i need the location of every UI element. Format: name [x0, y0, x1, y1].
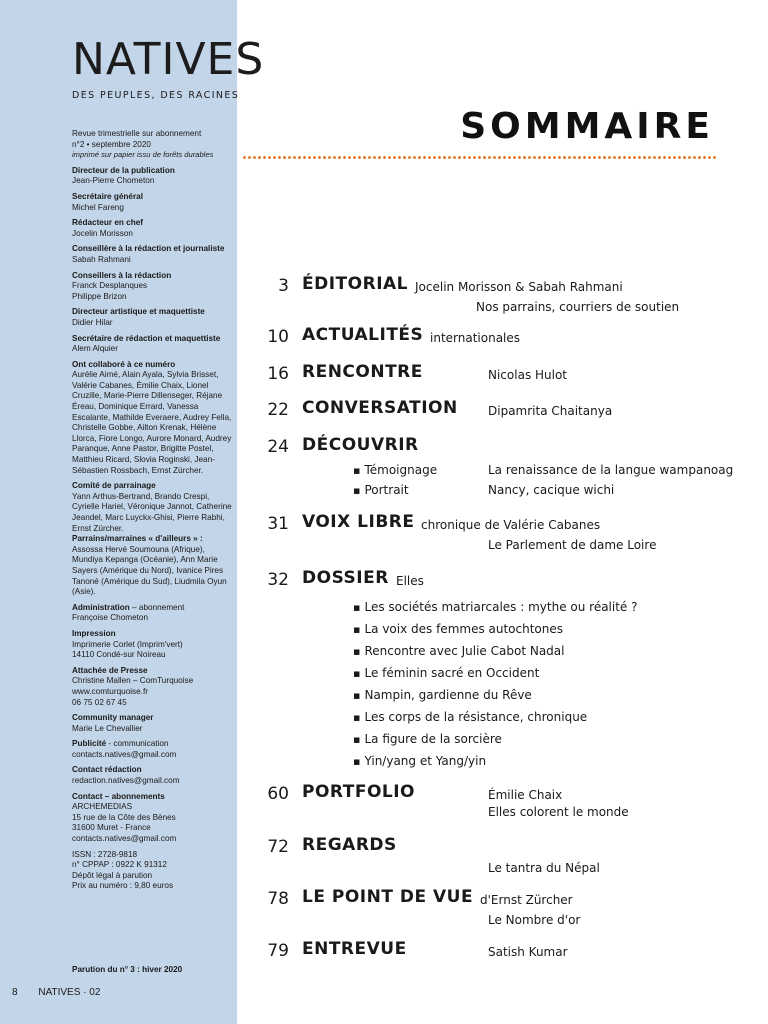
toc-page-number: 31 — [267, 514, 289, 534]
toc-section-title: DÉCOUVRIR — [302, 435, 419, 455]
logo-tagline: DES PEUPLES, DES RACINES — [72, 90, 240, 101]
masthead-panel — [0, 0, 265, 1024]
toc-section-title: VOIX LIBRE — [302, 512, 415, 532]
credit-role-label: Conseillers à la rédaction — [72, 270, 172, 280]
toc-page-number: 79 — [267, 941, 289, 961]
credit-block — [72, 850, 232, 892]
page-title: SOMMAIRE — [460, 106, 714, 147]
credit-role — [72, 765, 232, 776]
credit-role-label: Secrétaire général — [72, 191, 144, 201]
toc-page-number: 22 — [267, 400, 289, 420]
credit-role — [72, 334, 232, 345]
next-issue-note: Parution du n° 3 : hiver 2020 — [72, 965, 183, 974]
credit-role-label: Parrains/marraines « d'ailleurs » : — [72, 534, 203, 544]
credit-role-label: Impression — [72, 628, 116, 638]
credit-people: Imprimerie Corlet (Imprim'vert) 14110 Condé-sur Noireau — [72, 639, 183, 660]
credit-role — [72, 534, 232, 545]
toc-page-number: 78 — [267, 889, 289, 909]
credit-role — [72, 218, 232, 229]
credit-role-label: Community manager — [72, 713, 154, 723]
credit-role-label: Secrétaire de rédaction et maquettiste — [72, 333, 221, 343]
credit-block — [72, 765, 232, 786]
credit-role-suffix: - communication — [106, 739, 169, 749]
toc-author: Nicolas Hulot — [488, 368, 568, 382]
folio-label: NATIVES · 02 — [38, 987, 101, 998]
credit-people: ISSN : 2728-9818 n° CPPAP : 0922 K 91312 Dépôt légal à parution Prix au numéro : 9,80 euros — [72, 849, 174, 891]
credit-block — [72, 218, 232, 239]
credit-block — [72, 166, 232, 187]
toc-article-title: Le tantra du Népal — [488, 861, 600, 875]
toc-dossier-item: ▪ Les corps de la résistance, chronique — [353, 710, 587, 724]
toc-section-title: REGARDS — [302, 835, 397, 855]
toc-page-number: 10 — [267, 327, 289, 347]
toc-section-title: PORTFOLIO — [302, 782, 416, 802]
credit-block — [72, 334, 232, 355]
toc-dossier-item: ▪ La voix des femmes autochtones — [353, 622, 563, 636]
credit-role — [72, 166, 232, 177]
toc-section-subtitle: Jocelin Morisson & Sabah Rahmani — [415, 280, 623, 294]
paper-note: imprimé sur papier issu de forêts durables — [72, 150, 214, 160]
credit-block — [72, 629, 232, 661]
page-number: 8 — [12, 987, 18, 998]
toc-article-title: Le Nombre d'or — [488, 913, 581, 927]
credit-people: Assossa Hervé Soumouna (Afrique), Mundiya Kepanga (Océanie), Ann Marie Sayers (Amérique du Nord), Ivanice Pires Tanoné (Amérique du Sud), Liudmila Oyun (Asie). — [72, 544, 227, 597]
toc-article-title: Elles colorent le monde — [488, 805, 629, 819]
credits — [72, 129, 232, 892]
toc-dossier-item: ▪ Rencontre avec Julie Cabot Nadal — [353, 644, 564, 658]
toc-page-number: 32 — [267, 570, 289, 590]
credit-people: Jean-Pierre Chometon — [72, 176, 155, 186]
credit-block — [72, 244, 232, 265]
dotted-divider — [242, 155, 716, 160]
toc-dossier-item: ▪ Yin/yang et Yang/yin — [353, 754, 486, 768]
credit-people: Françoise Chometon — [72, 613, 148, 623]
credit-people: contacts.natives@gmail.com — [72, 749, 177, 759]
credit-block — [72, 666, 232, 708]
toc-section-subtitle: chronique de Valérie Cabanes — [421, 518, 601, 532]
credit-block — [72, 481, 232, 534]
credit-role-label: Administration — [72, 602, 130, 612]
toc-page-number: 16 — [267, 364, 289, 384]
credit-block — [72, 271, 232, 303]
toc-article-title: Nos parrains, courriers de soutien — [476, 300, 680, 314]
credit-block — [72, 739, 232, 760]
credit-role — [72, 629, 232, 640]
toc-section-title: LE POINT DE VUE — [302, 887, 474, 907]
credit-role-label: Rédacteur en chef — [72, 218, 143, 228]
credit-role-label: Publicité — [72, 739, 107, 749]
credit-role — [72, 192, 232, 203]
credit-people: Aurélie Aimé, Alain Ayala, Sylvia Brisset, Valérie Cabanes, Émilie Chaix, Lionel Cruzille, Marie-Pierre Dillenseger, Réjane Éreau, Dominique Errard, Vanessa Escalante, Mathilde Everaere, Audrey Fella, Christelle Gobbe, Ailton Krenak, Hélène Llorca, Fiore Longo, Aurore Monard, Audrey Paranque, Anne Pastor, Brigitte Postel, Matthieu Ricard, Slovia Roginski, Jean-Sébastien Rossbach, Ernst Zürcher. — [72, 370, 232, 475]
toc-section-subtitle: Elles — [396, 574, 424, 588]
credit-role — [72, 244, 232, 255]
toc-dossier-item: ▪ La figure de la sorcière — [353, 732, 502, 746]
toc-page-number: 24 — [267, 437, 289, 457]
credit-block — [72, 713, 232, 734]
toc-dossier-item: ▪ Le féminin sacré en Occident — [353, 666, 539, 680]
toc-page-number: 3 — [278, 276, 289, 296]
toc-article-title: Le Parlement de dame Loire — [488, 538, 657, 552]
toc-section-subtitle: d'Ernst Zürcher — [480, 893, 573, 907]
toc-page-number: 72 — [267, 837, 289, 857]
toc-section-title: DOSSIER — [302, 568, 389, 588]
credit-role — [72, 307, 232, 318]
toc-author: Satish Kumar — [488, 945, 568, 959]
toc-author: Émilie Chaix — [488, 788, 563, 802]
credit-people: Alem Alquier — [72, 344, 118, 354]
credit-blocks — [72, 166, 232, 892]
credit-role-label: Ont collaboré à ce numéro — [72, 359, 176, 369]
credit-people: Christine Mallen – ComTurquoise www.comturquoise.fr 06 75 02 67 45 — [72, 676, 194, 707]
toc-item-label: ▪ Témoignage — [353, 463, 437, 477]
credit-block — [72, 792, 232, 845]
credit-people: Franck Desplanques Philippe Brizon — [72, 281, 148, 301]
credit-people: Yann Arthus-Bertrand, Brando Crespi, Cyrielle Hariel, Véronique Jannot, Catherine Jeandel, Marc Luyckx-Ghisi, Pierre Rabhi, Ernst Zürcher. — [72, 491, 232, 533]
credit-role-label: Contact rédaction — [72, 765, 142, 775]
issue-number: n°2 • septembre 2020 — [72, 139, 151, 149]
toc-section-subtitle: internationales — [430, 331, 521, 345]
toc-item-title: La renaissance de la langue wampanoag — [488, 463, 734, 477]
credit-role — [72, 360, 232, 371]
credit-block — [72, 307, 232, 328]
credit-role — [72, 739, 232, 750]
credit-role — [72, 713, 232, 724]
credit-block — [72, 360, 232, 477]
toc-item-label: ▪ Portrait — [353, 483, 409, 497]
folio — [12, 987, 100, 998]
credit-role-label: Attachée de Presse — [72, 665, 148, 675]
toc-page-number: 60 — [267, 784, 289, 804]
credit-people: ARCHEMEDIAS 15 rue de la Côte des Bènes 31600 Muret - France contacts.natives@gmail.com — [72, 802, 177, 844]
credit-people: Didier Hilar — [72, 317, 113, 327]
toc-section-title: RENCONTRE — [302, 362, 423, 382]
publication-frequency: Revue trimestrielle sur abonnement — [72, 129, 202, 138]
credit-people: Sabah Rahmani — [72, 254, 131, 264]
credit-role — [72, 792, 232, 803]
credit-people: Michel Fareng — [72, 202, 124, 212]
credit-block — [72, 603, 232, 624]
toc-dossier-item: ▪ Les sociétés matriarcales : mythe ou réalité ? — [353, 600, 638, 614]
credit-role-label: Directeur artistique et maquettiste — [72, 307, 205, 317]
credit-role-label: Conseillère à la rédaction et journaliste — [72, 244, 225, 254]
credit-people: redaction.natives@gmail.com — [72, 776, 180, 786]
natives-logo — [72, 34, 265, 101]
credit-role — [72, 603, 232, 614]
toc-section-title: CONVERSATION — [302, 398, 458, 418]
logo-wordmark: NATIVES — [72, 34, 265, 85]
credit-people: Jocelin Morisson — [72, 228, 133, 238]
credit-role-suffix: – abonnement — [129, 602, 185, 612]
credit-role-label: Comité de parrainage — [72, 481, 156, 491]
toc-dossier-item: ▪ Nampin, gardienne du Rêve — [353, 688, 532, 702]
toc-section-title: ACTUALITÉS — [302, 325, 424, 345]
credit-block — [72, 534, 232, 598]
credit-role — [72, 666, 232, 677]
credit-role-label: Contact – abonnements — [72, 791, 165, 801]
toc-section-title: ÉDITORIAL — [302, 274, 409, 294]
toc-section-title: ENTREVUE — [302, 939, 407, 959]
credit-role-label: Directeur de la publication — [72, 165, 175, 175]
credit-people: Marie Le Chevallier — [72, 723, 143, 733]
credit-role — [72, 481, 232, 492]
toc-item-title: Nancy, cacique wichi — [488, 483, 615, 497]
credit-role — [72, 271, 232, 282]
toc-author: Dipamrita Chaitanya — [488, 404, 613, 418]
credit-block — [72, 192, 232, 213]
